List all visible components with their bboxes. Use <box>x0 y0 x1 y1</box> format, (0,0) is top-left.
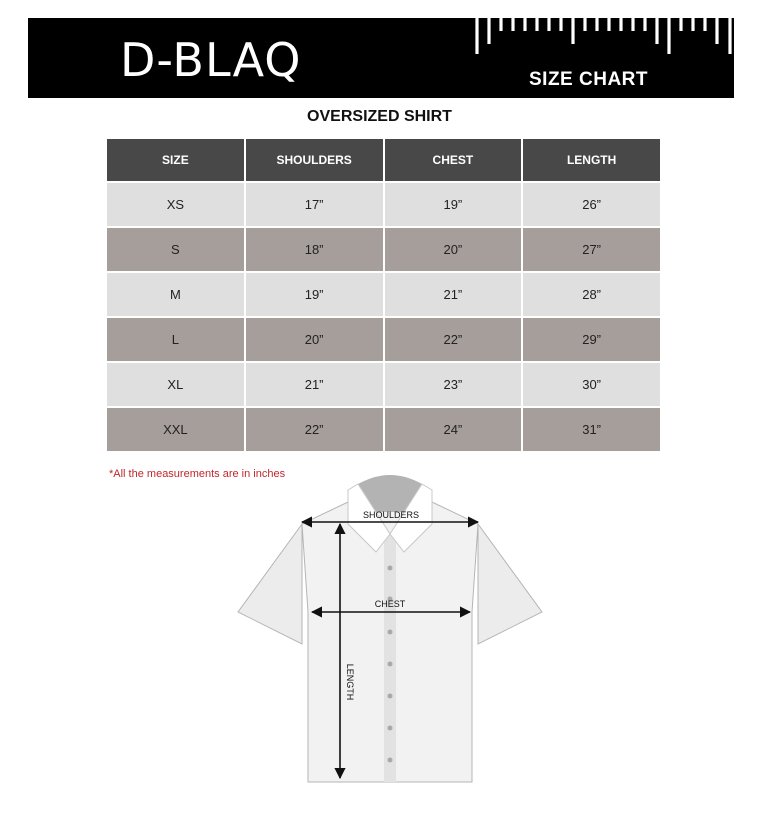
page-title: OVERSIZED SHIRT <box>307 108 452 125</box>
cell-shoulders: 22” <box>245 407 384 452</box>
cell-chest: 24” <box>384 407 523 452</box>
table-row <box>106 227 661 272</box>
table-row <box>106 317 661 362</box>
cell-length: 27” <box>522 227 661 272</box>
cell-length: 29” <box>522 317 661 362</box>
cell-length: 31” <box>522 407 661 452</box>
measurement-footnote: *All the measurements are in inches <box>109 468 286 480</box>
column-header-length: LENGTH <box>522 138 661 182</box>
table-row <box>106 407 661 452</box>
column-header-size: SIZE <box>106 138 245 182</box>
chest-label: CHEST <box>374 599 406 609</box>
header-banner <box>28 18 734 98</box>
table-row <box>106 362 661 407</box>
column-header-shoulders: SHOULDERS <box>245 138 384 182</box>
cell-chest: 19” <box>384 182 523 227</box>
cell-size: XS <box>106 182 245 227</box>
cell-length: 30” <box>522 362 661 407</box>
cell-size: M <box>106 272 245 317</box>
cell-size: XXL <box>106 407 245 452</box>
cell-shoulders: 21” <box>245 362 384 407</box>
column-header-chest: CHEST <box>384 138 523 182</box>
size-chart-label: SIZE CHART <box>529 69 648 90</box>
length-label: LENGTH <box>345 663 355 701</box>
cell-chest: 21” <box>384 272 523 317</box>
table-header-row <box>106 138 661 182</box>
right-sleeve <box>478 524 542 644</box>
shirt-diagram <box>230 472 550 787</box>
size-table <box>105 137 662 453</box>
cell-shoulders: 19” <box>245 272 384 317</box>
brand-logo: D-BLAQ <box>120 33 302 87</box>
table-row <box>106 272 661 317</box>
left-sleeve <box>238 524 302 644</box>
cell-length: 26” <box>522 182 661 227</box>
cell-shoulders: 18” <box>245 227 384 272</box>
cell-size: L <box>106 317 245 362</box>
cell-size: S <box>106 227 245 272</box>
cell-shoulders: 17” <box>245 182 384 227</box>
cell-chest: 23” <box>384 362 523 407</box>
cell-shoulders: 20” <box>245 317 384 362</box>
cell-size: XL <box>106 362 245 407</box>
ruler-icon <box>474 18 734 58</box>
cell-length: 28” <box>522 272 661 317</box>
table-row <box>106 182 661 227</box>
shoulders-label: SHOULDERS <box>362 510 420 520</box>
cell-chest: 20” <box>384 227 523 272</box>
cell-chest: 22” <box>384 317 523 362</box>
